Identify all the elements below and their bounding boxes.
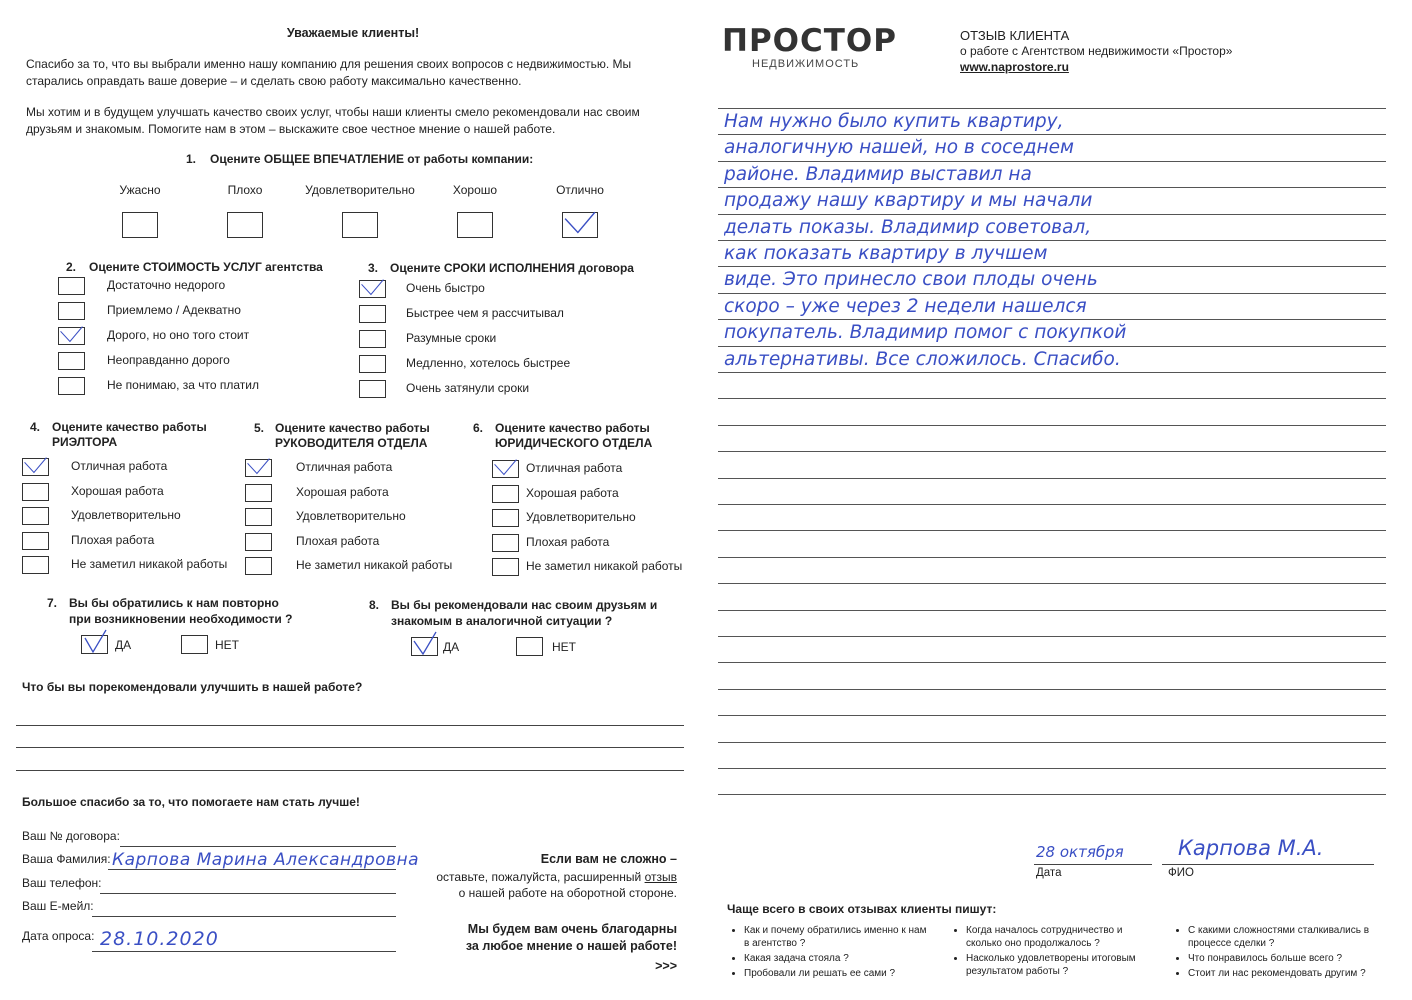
q1-title: Оцените ОБЩЕЕ ВПЕЧАТЛЕНИЕ от работы компании: <box>210 152 534 166</box>
review-ruled-line[interactable] <box>718 530 1386 531</box>
side-note-line3: о нашей работе на оборотной стороне. <box>458 886 677 900</box>
q5-option-checkbox[interactable] <box>245 557 272 575</box>
q3-option-checkbox[interactable] <box>359 330 386 348</box>
review-ruled-line[interactable] <box>718 715 1386 716</box>
q8-yes-checkbox[interactable] <box>411 637 438 656</box>
q4-option-label: Не заметил никакой работы <box>71 557 228 571</box>
q6-option-checkbox[interactable] <box>492 509 519 527</box>
q3-title: Оцените СРОКИ ИСПОЛНЕНИЯ договора <box>390 261 634 275</box>
review-ruled-line[interactable] <box>718 398 1386 399</box>
side-note-line2 <box>410 870 677 884</box>
review-ruled-line[interactable] <box>718 346 1386 347</box>
review-ruled-line[interactable] <box>718 240 1386 241</box>
q5-option-checkbox[interactable] <box>245 484 272 502</box>
review-ruled-line[interactable] <box>718 742 1386 743</box>
review-date-value: 28 октября <box>1036 843 1124 861</box>
date-label: Дата опроса: <box>22 929 95 943</box>
surname-value: Карпова Марина Александровна <box>112 850 420 870</box>
review-ruled-line[interactable] <box>718 372 1386 373</box>
q1-option-checkbox[interactable] <box>227 212 263 238</box>
q2-option-checkbox[interactable] <box>58 377 85 395</box>
review-ruled-line[interactable] <box>718 451 1386 452</box>
q5-option-checkbox[interactable] <box>245 533 272 551</box>
review-ruled-line[interactable] <box>718 610 1386 611</box>
page-heading: Уважаемые клиенты! <box>286 26 420 40</box>
review-date-label: Дата <box>1036 867 1062 879</box>
q5-option-checkbox[interactable] <box>245 459 272 477</box>
q2-option-label: Неоправданно дорого <box>107 353 230 367</box>
hints-col-2 <box>952 924 1152 980</box>
q8-subtitle: знакомым в аналогичной ситуации ? <box>391 614 613 628</box>
review-ruled-line[interactable] <box>718 161 1386 162</box>
q5-option-label: Плохая работа <box>296 533 380 548</box>
review-ruled-line[interactable] <box>718 214 1386 215</box>
q3-option-checkbox[interactable] <box>359 305 386 323</box>
surname-label: Ваша Фамилия: <box>22 852 111 866</box>
q4-option-label: Плохая работа <box>71 532 155 547</box>
review-line-text: как показать квартиру в лучшем <box>724 243 1048 264</box>
review-line-text: Нам нужно было купить квартиру, <box>724 111 1064 132</box>
q1-option-checkbox[interactable] <box>122 212 158 238</box>
review-line-text: альтернативы. Все сложилось. Спасибо. <box>724 348 1121 370</box>
hint-item: • Насколько удовлетворены итоговым результатом работы ? <box>966 952 1152 978</box>
improve-question: Что бы вы порекомендовали улучшить в нашей работе? <box>22 680 363 694</box>
q6-option-label: Хорошая работа <box>526 485 619 500</box>
q1-option-label: Плохо <box>227 183 263 197</box>
hints-col-1 <box>730 924 930 982</box>
date-field-line[interactable] <box>92 951 396 952</box>
review-line-text: аналогичную нашей, но в соседнем <box>724 137 1074 159</box>
logo-sub: НЕДВИЖИМОСТЬ <box>752 58 860 70</box>
q6-option-checkbox[interactable] <box>492 460 519 478</box>
q2-option-label: Не понимаю, за что платил <box>107 378 260 392</box>
q2-option-label: Достаточно недорого <box>107 278 226 292</box>
review-ruled-line[interactable] <box>718 662 1386 663</box>
q6-option-label: Плохая работа <box>526 534 610 549</box>
header-url[interactable]: www.naprostore.ru <box>960 60 1069 74</box>
side-note-line4: Мы будем вам очень благодарны <box>467 922 677 936</box>
phone-label: Ваш телефон: <box>22 876 102 890</box>
hint-item: • Что понравилось больше всего ? <box>1188 952 1374 965</box>
q6-option-checkbox[interactable] <box>492 534 519 552</box>
q3-option-checkbox[interactable] <box>359 380 386 398</box>
q7-yes-checkbox[interactable] <box>81 635 108 654</box>
q3-option-label: Разумные сроки <box>406 331 497 345</box>
q2-option-label: Дорого, но оно того стоит <box>107 328 250 342</box>
q2-option-label: Приемлемо / Адекватно <box>107 303 241 317</box>
q6-subtitle: ЮРИДИЧЕСКОГО ОТДЕЛА <box>495 436 653 450</box>
q4-title: Оцените качество работы <box>52 420 207 434</box>
q3-option-label: Медленно, хотелось быстрее <box>406 356 571 370</box>
q6-option-checkbox[interactable] <box>492 558 519 576</box>
review-link[interactable]: отзыв <box>644 870 677 884</box>
review-date-line[interactable] <box>1034 864 1152 865</box>
logo <box>722 24 897 70</box>
review-name-label: ФИО <box>1168 867 1194 879</box>
improve-line-3[interactable] <box>16 770 684 771</box>
q4-option-checkbox[interactable] <box>22 483 49 501</box>
review-ruled-line[interactable] <box>718 478 1386 479</box>
review-ruled-line[interactable] <box>718 557 1386 558</box>
q4-option-checkbox[interactable] <box>22 507 49 525</box>
phone-field[interactable] <box>100 893 396 894</box>
q2-option-checkbox[interactable] <box>58 302 85 320</box>
q7-number: 7. <box>47 596 58 610</box>
hint-item: • Как и почему обратились именно к нам в агентство ? <box>744 924 930 950</box>
q1-option-checkbox[interactable] <box>562 212 598 238</box>
q4-option-label: Удовлетворительно <box>71 508 181 522</box>
q6-option-label: Отличная работа <box>526 461 623 475</box>
q1-number: 1. <box>186 152 197 166</box>
improve-line-1[interactable] <box>16 725 684 726</box>
review-ruled-line[interactable] <box>718 504 1386 505</box>
q5-option-label: Удовлетворительно <box>296 509 406 523</box>
q7-title: Вы бы обратились к нам повторно <box>69 596 279 610</box>
q5-number: 5. <box>254 421 265 435</box>
hint-item: • С какими сложностями сталкивались в процессе сделки ? <box>1188 924 1374 950</box>
hints-col-3 <box>1174 924 1374 982</box>
q7-no-checkbox[interactable] <box>181 635 208 654</box>
q6-number: 6. <box>473 421 484 435</box>
improve-line-2[interactable] <box>16 747 684 748</box>
q2-number: 2. <box>66 260 77 274</box>
q1-option-checkbox[interactable] <box>457 212 493 238</box>
header-title: ОТЗЫВ КЛИЕНТА <box>960 28 1070 43</box>
review-line-text: продажу нашу квартиру и мы начали <box>724 190 1093 212</box>
intro-paragraph-1: Спасибо за то, что вы выбрали именно нашу компанию для решения своих вопросов с недвижимостью. Мы старались оправдать ваше доверие – и сделать свою работу максимально качественно. <box>26 57 632 88</box>
q1-option-label: Удовлетворительно <box>305 183 415 197</box>
q5-title: Оцените качество работы <box>275 421 430 435</box>
q1-option-label: Ужасно <box>119 183 161 197</box>
q8-no-label: НЕТ <box>552 640 576 654</box>
q5-option-label: Отличная работа <box>296 460 393 474</box>
review-ruled-line[interactable] <box>718 425 1386 426</box>
review-ruled-line[interactable] <box>718 134 1386 135</box>
q8-yes-label: ДА <box>443 640 460 654</box>
q8-no-checkbox[interactable] <box>516 637 543 656</box>
review-ruled-line[interactable] <box>718 768 1386 769</box>
q4-option-checkbox[interactable] <box>22 556 49 574</box>
contract-label: Ваш № договора: <box>22 829 120 843</box>
q4-option-label: Хорошая работа <box>71 483 164 498</box>
email-field[interactable] <box>92 916 396 917</box>
review-ruled-line[interactable] <box>718 319 1386 320</box>
q6-option-checkbox[interactable] <box>492 485 519 503</box>
contract-field[interactable] <box>120 846 396 847</box>
review-line-text: районе. Владимир выставил на <box>724 163 1032 185</box>
q7-yes-label: ДА <box>115 638 132 652</box>
review-ruled-line[interactable] <box>718 266 1386 267</box>
logo-main: ПРОСТОР <box>722 23 897 59</box>
q1-option-checkbox[interactable] <box>342 212 378 238</box>
q3-number: 3. <box>368 261 379 275</box>
q5-subtitle: РУКОВОДИТЕЛЯ ОТДЕЛА <box>275 436 428 450</box>
hints-title: Чаще всего в своих отзывах клиенты пишут: <box>727 902 997 916</box>
q7-no-label: НЕТ <box>215 638 239 652</box>
side-note-line5: за любое мнение о нашей работе! <box>465 939 677 953</box>
q3-option-label: Быстрее чем я рассчитывал <box>406 306 564 320</box>
q5-option-label: Хорошая работа <box>296 484 389 499</box>
date-value: 28.10.2020 <box>100 928 219 950</box>
q4-option-checkbox[interactable] <box>22 532 49 550</box>
intro-paragraph-2: Мы хотим и в будущем улучшать качество своих услуг, чтобы наши клиенты смело рекомендовали нас своим друзьям и знакомым. Помогите нам в этом – выскажите свое честное мнение о нашей работе. <box>26 105 640 136</box>
q2-option-checkbox[interactable] <box>58 352 85 370</box>
q5-option-label: Не заметил никакой работы <box>296 558 453 572</box>
q4-option-label: Отличная работа <box>71 459 168 473</box>
next-page-arrows[interactable]: >>> <box>655 959 677 973</box>
email-label: Ваш Е-мейл: <box>22 899 94 913</box>
q1-option-label: Отлично <box>556 183 604 197</box>
q1-option-label: Хорошо <box>452 183 498 197</box>
review-ruled-line[interactable] <box>718 583 1386 584</box>
q7-subtitle: при возникновении необходимости ? <box>69 612 293 626</box>
review-ruled-line[interactable] <box>718 108 1386 109</box>
review-line-text: скоро – уже через 2 недели нашелся <box>724 295 1087 317</box>
q3-option-checkbox[interactable] <box>359 355 386 373</box>
review-line-text: виде. Это принесло свои плоды очень <box>724 269 1098 291</box>
q4-subtitle: РИЭЛТОРА <box>52 435 118 449</box>
q6-option-label: Удовлетворительно <box>526 510 636 524</box>
review-name-line[interactable] <box>1162 864 1374 865</box>
hint-item: • Когда началось сотрудничество и сколько оно продолжалось ? <box>966 924 1152 950</box>
side-note-line2-text: оставьте, пожалуйста, расширенный <box>436 870 645 884</box>
q5-option-checkbox[interactable] <box>245 508 272 526</box>
q2-option-checkbox[interactable] <box>58 327 85 345</box>
hint-item: • Пробовали ли решать ее сами ? <box>744 967 930 980</box>
review-ruled-line[interactable] <box>718 293 1386 294</box>
review-ruled-line[interactable] <box>718 636 1386 637</box>
header-subtitle: о работе с Агентством недвижимости «Простор» <box>960 44 1233 58</box>
q3-option-checkbox[interactable] <box>359 280 386 298</box>
q6-option-label: Не заметил никакой работы <box>526 559 683 573</box>
q2-title: Оцените СТОИМОСТЬ УСЛУГ агентства <box>89 260 323 274</box>
side-note-line1: Если вам не сложно – <box>540 852 677 866</box>
review-line-text: покупатель. Владимир помог с покупкой <box>724 322 1127 344</box>
thanks-text: Большое спасибо за то, что помогаете нам стать лучше! <box>22 795 360 809</box>
review-name-value: Карпова М.А. <box>1178 836 1324 860</box>
q4-number: 4. <box>30 420 41 434</box>
q2-option-checkbox[interactable] <box>58 277 85 295</box>
q3-option-label: Очень быстро <box>406 281 485 295</box>
review-line-text: делать показы. Владимир советовал, <box>724 216 1092 238</box>
q3-option-label: Очень затянули сроки <box>406 381 530 395</box>
hint-item: • Стоит ли нас рекомендовать другим ? <box>1188 967 1374 980</box>
review-ruled-line[interactable] <box>718 794 1386 795</box>
hint-item: • Какая задача стояла ? <box>744 952 930 965</box>
q8-number: 8. <box>369 598 380 612</box>
review-ruled-line[interactable] <box>718 187 1386 188</box>
q8-title: Вы бы рекомендовали нас своим друзьям и <box>391 598 658 612</box>
q4-option-checkbox[interactable] <box>22 458 49 476</box>
q6-title: Оцените качество работы <box>495 421 650 435</box>
review-ruled-line[interactable] <box>718 689 1386 690</box>
